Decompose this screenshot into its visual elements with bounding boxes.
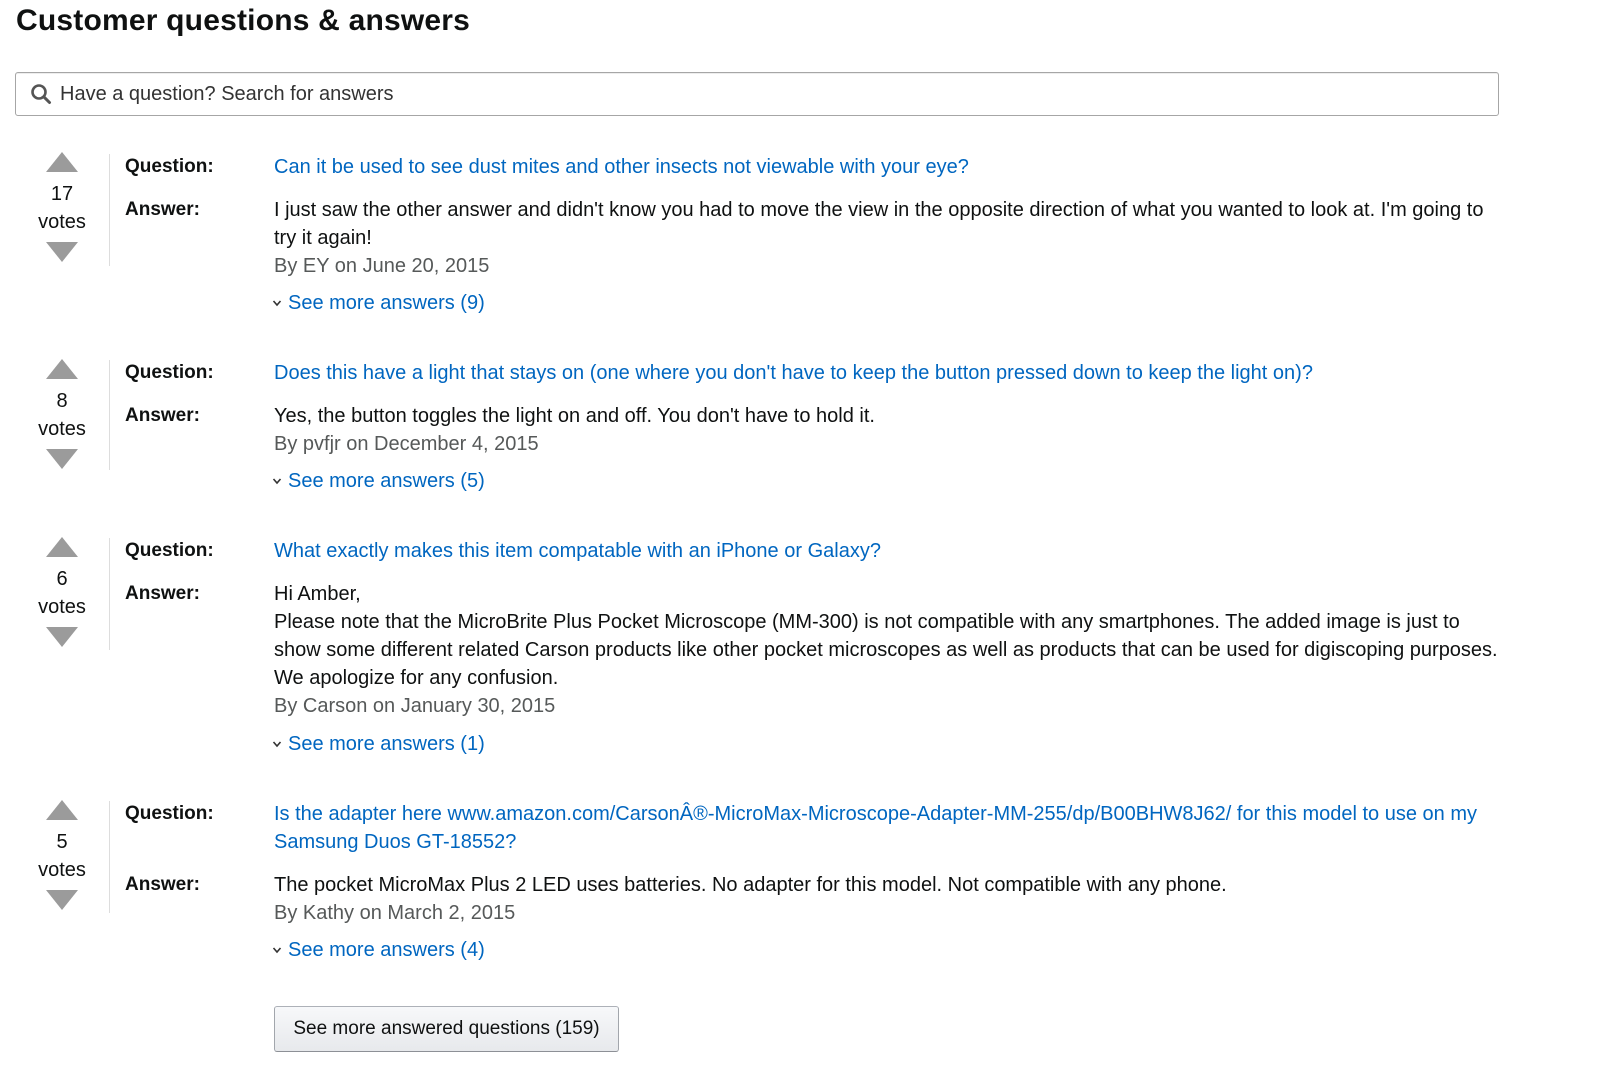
vote-divider xyxy=(109,154,110,266)
vote-count: 8 xyxy=(56,390,68,412)
answer-body xyxy=(274,580,1504,720)
search-box[interactable] xyxy=(15,72,1499,116)
upvote-arrow-icon[interactable] xyxy=(46,359,78,379)
vote-count: 5 xyxy=(56,831,68,853)
search-icon xyxy=(28,81,54,107)
answer-byline: By EY on June 20, 2015 xyxy=(274,255,490,277)
question-link[interactable]: What exactly makes this item compatable with an iPhone or Galaxy? xyxy=(274,540,881,562)
answer-byline: By Carson on January 30, 2015 xyxy=(274,695,556,717)
upvote-arrow-icon[interactable] xyxy=(46,537,78,557)
chevron-down-icon xyxy=(272,476,282,486)
chevron-down-icon xyxy=(272,298,282,308)
upvote-arrow-icon[interactable] xyxy=(46,800,78,820)
answer-body xyxy=(274,196,1504,280)
see-more-answers-link[interactable] xyxy=(272,730,485,758)
votes-label: votes xyxy=(38,418,86,440)
upvote-arrow-icon[interactable] xyxy=(46,152,78,172)
question-link[interactable]: Does this have a light that stays on (one where you don't have to keep the button pressed down to keep the light on)? xyxy=(274,362,1313,384)
downvote-arrow-icon[interactable] xyxy=(46,890,78,910)
answer-text: The pocket MicroMax Plus 2 LED uses batteries. No adapter for this model. Not compatible with any phone. xyxy=(274,874,1227,896)
vote-column xyxy=(30,800,94,910)
question-link[interactable]: Is the adapter here www.amazon.com/CarsonÂ®-MicroMax-Microscope-Adapter-MM-255/dp/B00BHW8J62/ for this model to use on my Samsung Duos GT-18552? xyxy=(274,803,1477,853)
answer-text: I just saw the other answer and didn't know you had to move the view in the opposite direction of what you wanted to look at. I'm going to try it again! xyxy=(274,199,1484,249)
see-more-answers-link[interactable] xyxy=(272,467,485,495)
see-more-answers-link[interactable] xyxy=(272,289,485,317)
answer-greeting: Hi Amber, xyxy=(274,583,361,605)
answer-body xyxy=(274,402,1504,458)
see-more-answers-label: See more answers (4) xyxy=(288,939,485,961)
see-more-answers-link[interactable] xyxy=(272,936,485,964)
see-more-answers-label: See more answers (5) xyxy=(288,470,485,492)
answer-label: Answer: xyxy=(125,583,200,604)
page-title: Customer questions & answers xyxy=(16,4,471,37)
vote-column xyxy=(30,537,94,647)
vote-column xyxy=(30,152,94,262)
answer-body xyxy=(274,871,1504,927)
question-label: Question: xyxy=(125,540,214,561)
question-link[interactable]: Can it be used to see dust mites and other insects not viewable with your eye? xyxy=(274,156,969,178)
downvote-arrow-icon[interactable] xyxy=(46,449,78,469)
downvote-arrow-icon[interactable] xyxy=(46,627,78,647)
answer-byline: By Kathy on March 2, 2015 xyxy=(274,902,516,924)
answer-text: Yes, the button toggles the light on and off. You don't have to hold it. xyxy=(274,405,875,427)
question-label: Question: xyxy=(125,362,214,383)
downvote-arrow-icon[interactable] xyxy=(46,242,78,262)
question-label: Question: xyxy=(125,803,214,824)
vote-column xyxy=(30,359,94,469)
chevron-down-icon xyxy=(272,945,282,955)
votes-label: votes xyxy=(38,859,86,881)
vote-count: 17 xyxy=(50,183,74,205)
votes-label: votes xyxy=(38,596,86,618)
answer-label: Answer: xyxy=(125,405,200,426)
vote-count: 6 xyxy=(56,568,68,590)
vote-divider xyxy=(109,538,110,650)
answer-label: Answer: xyxy=(125,874,200,895)
answer-text: Please note that the MicroBrite Plus Pocket Microscope (MM-300) is not compatible with any smartphones. The added image is just to show some different related Carson products like other pocket microscopes as well as products that can be used for digiscoping purposes. We apologize for any confusion. xyxy=(274,611,1498,689)
answer-byline: By pvfjr on December 4, 2015 xyxy=(274,433,539,455)
vote-divider xyxy=(109,360,110,470)
question-label: Question: xyxy=(125,156,214,177)
see-more-answers-label: See more answers (9) xyxy=(288,292,485,314)
vote-divider xyxy=(109,801,110,913)
search-input[interactable] xyxy=(60,74,1498,114)
chevron-down-icon xyxy=(272,739,282,749)
see-more-answered-questions-button[interactable]: See more answered questions (159) xyxy=(274,1006,619,1052)
votes-label: votes xyxy=(38,211,86,233)
see-more-answers-label: See more answers (1) xyxy=(288,733,485,755)
answer-label: Answer: xyxy=(125,199,200,220)
